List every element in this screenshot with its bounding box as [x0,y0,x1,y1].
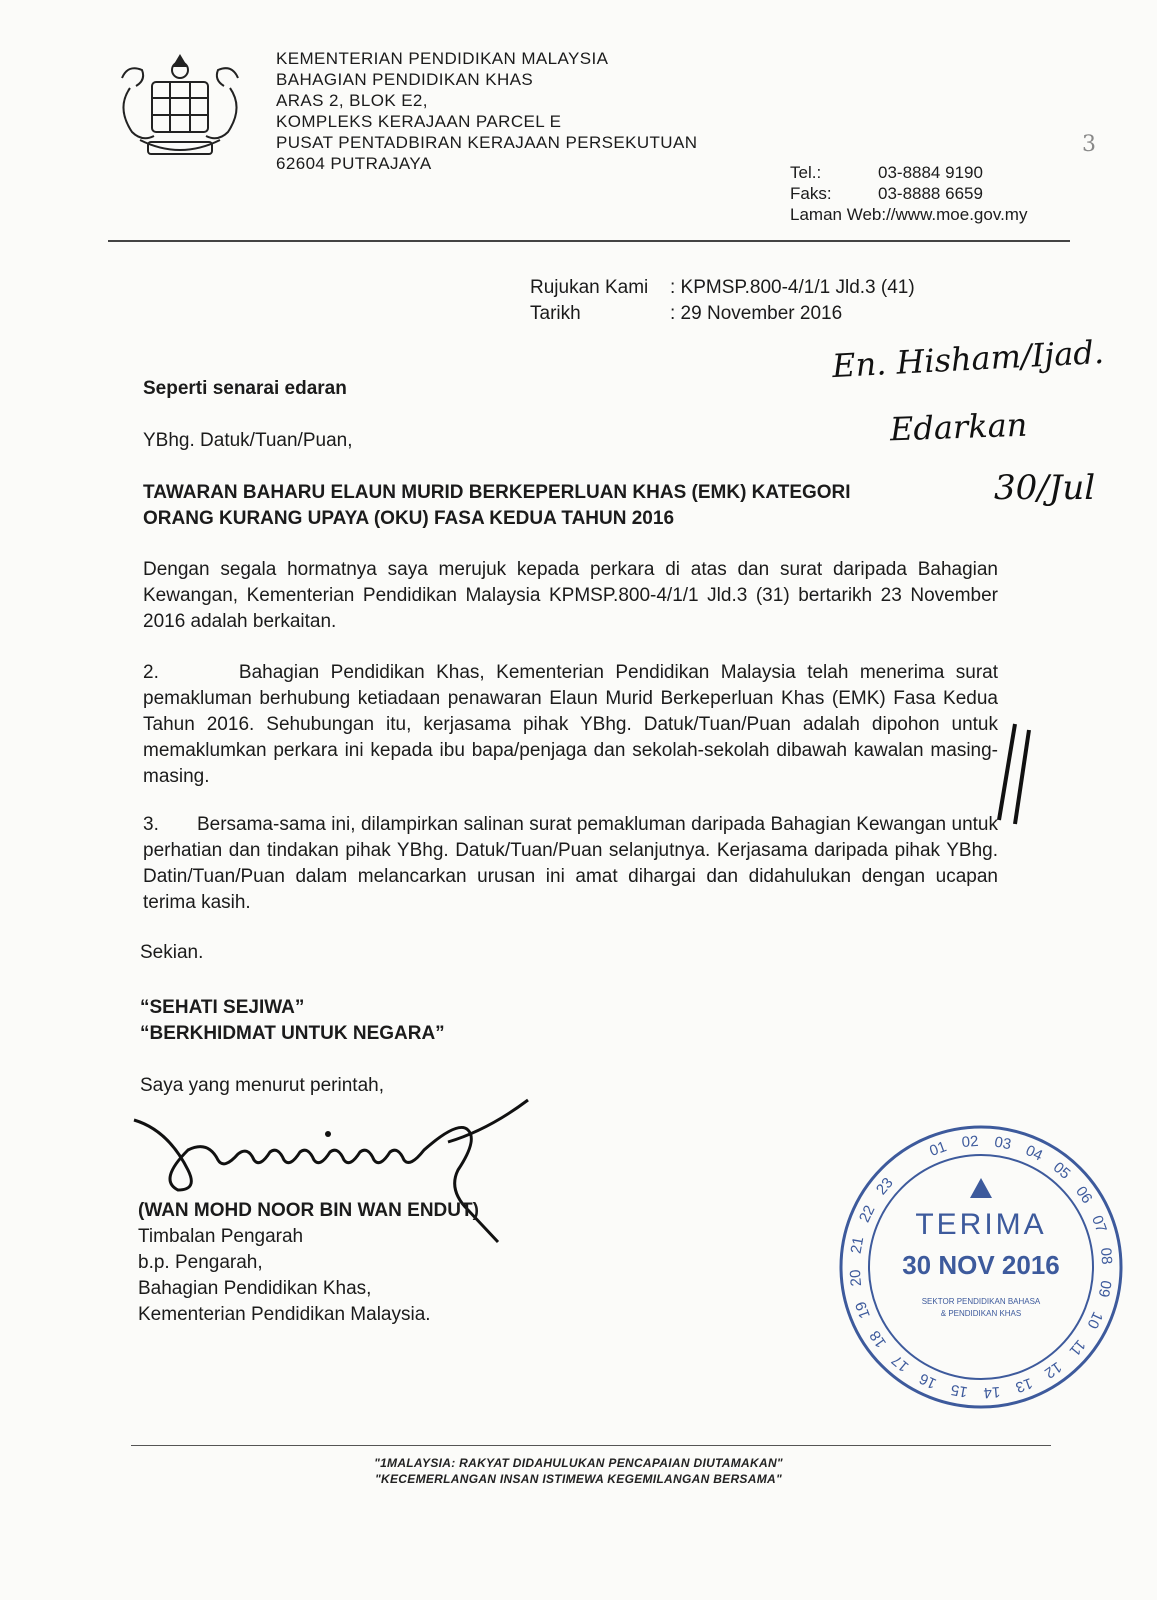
tel-label: Tel.: [790,163,822,182]
handwritten-note-line2: Edarkan [889,405,1028,449]
recipient: Seperti senarai edaran [143,378,347,399]
salutation: YBhg. Datuk/Tuan/Puan, [143,430,353,451]
tel-value: 03-8884 9190 [878,163,983,182]
stamp-sub2: & PENDIDIKAN KHAS [940,1309,1022,1318]
fax-label: Faks: [790,184,832,203]
footer-divider [131,1445,1051,1446]
received-stamp [836,1122,1126,1412]
stamp-ring-number: 07 [1088,1213,1110,1235]
paragraph-2: 2. Bahagian Pendidikan Khas, Kementerian Pendidikan Malaysia telah menerima surat pemakluman berhubung ketiadaan penawaran Elaun Murid Berkeperluan Khas (EMK) Fasa Kedua Tahun 2016. Sehubungan itu, kerjasama pihak YBhg. Datuk/Tuan/Puan adalah dipohon untuk memaklumkan perkara ini kepada ibu bapa/penjaga dan sekolah-sekolah dibawah kawalan masing-masing. [143,662,998,787]
stamp-ring-number: 18 [866,1327,890,1351]
paragraph-3: 3. Bersama-sama ini, dilampirkan salinan surat pemakluman daripada Bahagian Kewangan untuk perhatian dan tindakan pihak YBhg. Datuk/Tuan/Puan selanjutnya. Kerjasama daripada pihak YBhg. Datin/Tuan/Puan dalam melancarkan urusan ini amat dihargai dan didahulukan dengan ucapan terima kasih. [143,814,998,913]
reference-block [530,275,915,327]
subject-line: TAWARAN BAHARU ELAUN MURID BERKEPERLUAN KHAS (EMK) KATEGORI [143,482,851,503]
ref-value: : KPMSP.800-4/1/1 Jld.3 (41) [670,277,915,298]
stamp-ring-number: 16 [916,1369,940,1392]
motto-line1: “SEHATI SEJIWA” [140,997,305,1018]
footer-slogan-1: "1MALAYSIA: RAKYAT DIDAHULUKAN PENCAPAIAN DIUTAMAKAN" [374,1456,783,1470]
stamp-ring-number: 09 [1094,1279,1115,1299]
contact-block [790,162,1027,225]
date-label: Tarikh [530,303,581,324]
signatory-title-line: b.p. Pengarah, [138,1252,263,1273]
stamp-ring-number: 08 [1096,1247,1116,1266]
stamp-ring-number: 19 [852,1299,874,1321]
signatory-title-block [138,1224,431,1328]
stamp-ring-number: 10 [1083,1308,1106,1332]
stamp-date: 30 NOV 2016 [902,1250,1060,1280]
date-value: : 29 November 2016 [670,303,843,324]
margin-page-mark: 3 [1082,132,1096,157]
stamp-ring-number: 02 [961,1132,980,1152]
handwritten-note-line1: En. Hisham/Ijad. [831,332,1105,386]
stamp-ring-number: 17 [888,1351,913,1376]
stamp-word: TERIMA [915,1208,1047,1241]
address-line: KEMENTERIAN PENDIDIKAN MALAYSIA [276,49,609,68]
stamp-ring-number: 05 [1049,1158,1074,1183]
address-line: PUSAT PENTADBIRAN KERAJAAN PERSEKUTUAN [276,133,698,152]
signatory-title-line: Timbalan Pengarah [138,1226,304,1247]
handwritten-date: 30/Jul [994,468,1096,508]
stamp-sub1: SEKTOR PENDIDIKAN BAHASA [921,1297,1041,1306]
malaysia-coat-of-arms-icon [100,48,260,168]
margin-double-stroke-mark [985,720,1035,830]
address-line: KOMPLEKS KERAJAAN PARCEL E [276,112,562,131]
website: Laman Web://www.moe.gov.my [790,205,1028,224]
stamp-ring-number: 14 [982,1382,1001,1402]
stamp-ring-number: 04 [1022,1142,1046,1165]
paragraph-1: Dengan segala hormatnya saya merujuk kepada perkara di atas dan surat daripada Bahagian Kewangan, Kementerian Pendidikan Malaysia KPMSP.800-4/1/1 Jld.3 (31) bertarikh 23 November 2016 adalah berkaitan. [143,559,998,632]
address-line: ARAS 2, BLOK E2, [276,91,428,110]
stamp-ring-number: 01 [927,1138,949,1160]
footer-slogan-2: "KECEMERLANGAN INSAN ISTIMEWA KEGEMILANGAN BERSAMA" [375,1472,782,1486]
stamp-ring-number: 22 [856,1202,879,1226]
address-line: 62604 PUTRAJAYA [276,154,432,173]
stamp-ring-number: 03 [993,1133,1013,1154]
motto-line2: “BERKHIDMAT UNTUK NEGARA” [140,1023,445,1044]
stamp-ring-number: 12 [1041,1358,1065,1382]
stamp-ring-number: 13 [1013,1374,1035,1396]
ref-label: Rujukan Kami [530,277,649,298]
stamp-ring-number: 23 [872,1174,897,1199]
subject [143,480,851,532]
stamp-ring-number: 06 [1072,1183,1096,1207]
address-line: BAHAGIAN PENDIDIKAN KHAS [276,70,534,89]
stamp-ring-number: 21 [847,1235,868,1255]
closing-sekian: Sekian. [140,942,204,963]
stamp-arrow-icon [970,1178,992,1198]
signatory-name: (WAN MOHD NOOR BIN WAN ENDUT) [138,1200,479,1221]
fax-value: 03-8888 6659 [878,184,983,203]
signatory-title-line: Bahagian Pendidikan Khas, [138,1278,372,1299]
ministry-address-block [276,48,697,174]
stamp-ring-number: 20 [846,1268,866,1287]
subject-line: ORANG KURANG UPAYA (OKU) FASA KEDUA TAHUN 2016 [143,508,675,529]
closing-saya: Saya yang menurut perintah, [140,1075,384,1096]
stamp-ring-number: 15 [949,1380,969,1401]
stamp-ring-number: 11 [1065,1336,1089,1360]
header-divider [108,240,1070,242]
signatory-title-line: Kementerian Pendidikan Malaysia. [138,1304,431,1325]
